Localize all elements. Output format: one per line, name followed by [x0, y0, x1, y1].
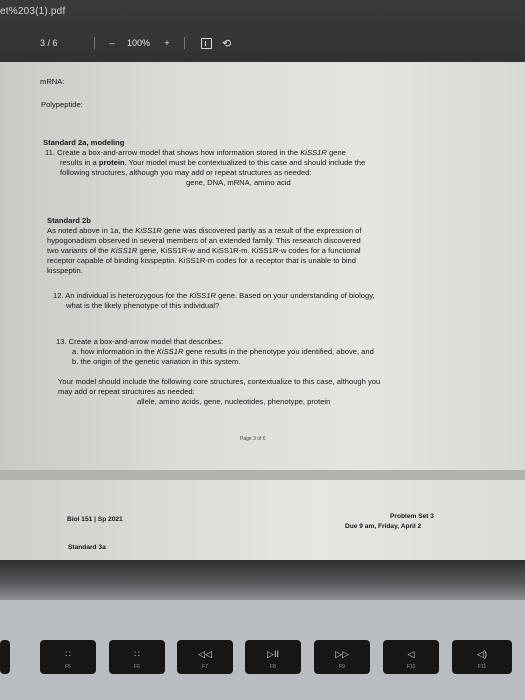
question-12-line: 12. An individual is heterozygous for the KiSS1R gene. Based on your understanding of biology,	[53, 291, 375, 300]
standard-2b-line: receptor capable of binding kisspeptin. KiSS1R-m codes for a receptor that is unable to bind	[47, 256, 356, 265]
fit-page-icon[interactable]	[201, 38, 212, 49]
question-13-model-line: Your model should include the following core structures, contextualize to this case, although you	[58, 377, 381, 386]
standard-2b-line: two variants of the KiSS1R gene, KiSS1R-w and KiSS1R-m. KiSS1R-w codes for a functional	[47, 246, 361, 255]
toolbar-divider	[184, 37, 185, 49]
pdf-page-4	[0, 480, 525, 560]
standard-3a-heading: Standard 3a	[68, 544, 106, 551]
standard-2a-heading: Standard 2a, modeling	[43, 138, 125, 147]
zoom-out-button[interactable]: –	[109, 38, 115, 48]
question-13-structures: allele, amino acids, gene, nucleotides, phenotype, protein	[137, 397, 331, 406]
standard-2b-line: hypogonadism observed in several members of an extended family. This research discovered	[47, 236, 361, 245]
question-13-model-line: may add or repeat structures as needed:	[58, 387, 195, 396]
polypeptide-label: Polypeptide:	[41, 100, 83, 109]
pdf-page-3	[0, 62, 525, 470]
question-13-line: 13. Create a box-and-arrow model that describes:	[56, 337, 224, 346]
question-12-line: what is the likely phenotype of this individual?	[66, 301, 220, 310]
zoom-level[interactable]: 100%	[127, 38, 151, 48]
page-separator	[0, 470, 525, 480]
pdf-controls	[40, 34, 250, 52]
question-11-line: 11. Create a box-and-arrow model that shows how information stored in the KiSS1R gene	[45, 148, 346, 157]
standard-2b-heading: Standard 2b	[47, 216, 91, 225]
play-pause-icon[interactable]: ▷II F8	[245, 640, 301, 674]
keyboard-key-partial	[0, 640, 10, 674]
question-11-line: results in a protein. Your model must be contextualized to this case and should include the	[60, 158, 366, 167]
standard-2b-line: kisspeptin.	[47, 266, 83, 275]
question-11-line: following structures, although you may add or repeat structures as needed:	[60, 168, 312, 177]
file-title: et%203(1).pdf	[0, 6, 66, 17]
page-indicator[interactable]: 3 / 6	[40, 38, 58, 48]
rotate-icon[interactable]: ⟲	[222, 37, 232, 50]
volume-down-icon[interactable]: ◁) F11	[452, 640, 512, 674]
fast-forward-icon[interactable]: ▷▷ F9	[314, 640, 370, 674]
mute-icon[interactable]: ◁ F10	[383, 640, 439, 674]
laptop-bezel	[0, 560, 525, 600]
due-date: Due 9 am, Friday, April 2	[345, 523, 422, 530]
zoom-in-button[interactable]: +	[164, 38, 170, 48]
question-11-structures: gene, DNA, mRNA, amino acid	[186, 178, 291, 187]
pdf-viewer-toolbar	[0, 0, 525, 62]
question-13-part-a: a. how information in the KiSS1R gene results in the phenotype you identified, above, and	[72, 347, 374, 356]
keyboard-light-down-icon[interactable]: ∷ F5	[40, 640, 96, 674]
standard-2b-line: As noted above in 1a, the KiSS1R gene was discovered partly as a result of the expression of	[47, 226, 362, 235]
course-header: Biol 151 | Sp 2021	[67, 516, 123, 523]
question-13-part-b: b. the origin of the genetic variation in this system.	[72, 357, 241, 366]
keyboard-light-up-icon[interactable]: ∷ F6	[109, 640, 165, 674]
toolbar-divider	[94, 37, 95, 49]
problem-set-title: Problem Set 3	[390, 513, 434, 520]
page-footer-number: Page 3 of 6	[240, 436, 266, 442]
mrna-label: mRNA:	[40, 77, 65, 86]
rewind-icon[interactable]: ◁◁ F7	[177, 640, 233, 674]
